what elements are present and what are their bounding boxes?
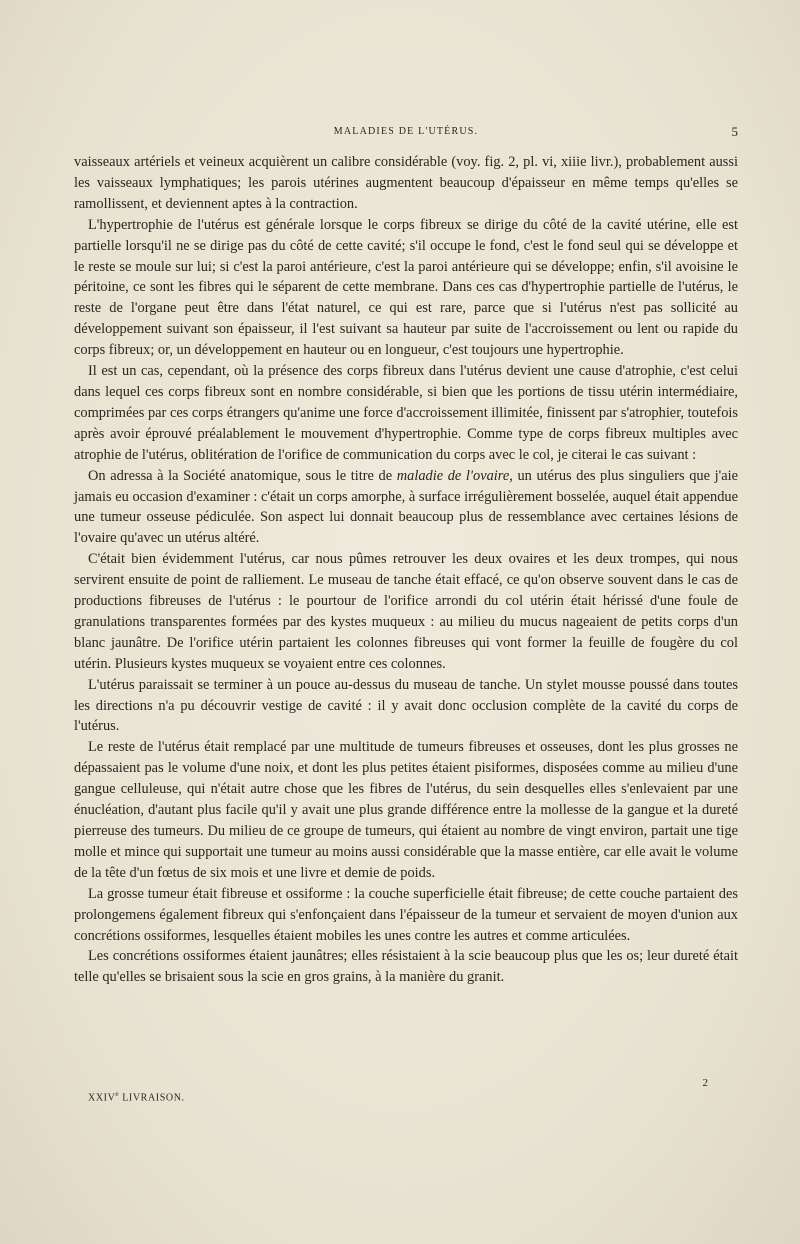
page-footer — [88, 1077, 738, 1107]
livraison-sup: e — [115, 1090, 120, 1098]
page-header — [74, 126, 738, 142]
body-text — [74, 152, 738, 988]
paragraph: Il est un cas, cependant, où la présence des corps fibreux dans l'utérus devient une cause d'atrophie, c'est celui dans lequel ces corps fibreux sont en nombre considérable, si bien que les portions de tissu utérin intermédiaire, comprimées par ces corps étrangers qu'anime une force d'accroissement illimitée, finissent par s'atrophier, toutefois après avoir éprouvé préalablement le mouvement d'hypertrophie. Comme type de corps fibreux multiples avec atrophie de l'utérus, oblitération de l'orifice de communication du corps avec le col, je citerai le cas suivant : — [74, 363, 738, 463]
paragraph: Les concrétions ossiformes étaient jaunâtres; elles résistaient à la scie beaucoup plus que les os; leur dureté était telle qu'elles se brisaient sous la scie en gros grains, à la manière du granit. — [74, 948, 738, 986]
paragraph: L'hypertrophie de l'utérus est générale lorsque le corps fibreux se dirige du côté de la cavité utérine, elle est partielle lorsqu'il ne se dirige pas du côté de cette cavité; s'il occupe le fond, c'est le fond seul qui se développe et le reste se moule sur lui; si c'est la paroi antérieure, c'est la paroi antérieure qui se développe; enfin, s'il avoisine le péritoine, ce sont les fibres qui le séparent de cette membrane. Dans ces cas d'hypertrophie partielle de l'utérus, le reste de l'organe peut être dans l'état naturel, ce qui est rare, parce que si l'utérus n'est pas sollicité au développement suivant son épaisseur, il l'est suivant sa hauteur par suite de l'accroissement ou lent ou rapide du corps fibreux; or, un développement en hauteur ou en longueur, c'est toujours une hypertrophie. — [74, 216, 738, 359]
paragraph-text: On adressa à la Société anatomique, sous le titre de — [88, 467, 397, 484]
paragraph-text: , un utérus des plus singuliers que j'aie jamais eu occasion d'examiner : c'était un corps amorphe, à surface irrégulièrement bosselée, auquel était appendue une tumeur osseuse pédiculée. Son aspect lui donnait beaucoup plus de ressemblance avec certaines lésions de l'ovaire qu'avec un utérus altéré. — [74, 467, 738, 547]
running-head: MALADIES DE L'UTÉRUS. — [333, 126, 479, 137]
page-number: 5 — [731, 124, 738, 139]
livraison-number: XXIV — [88, 1092, 116, 1104]
paragraph — [74, 466, 738, 550]
italic-title: maladie de l'ovaire — [396, 467, 510, 484]
signature-mark: 2 — [702, 1077, 708, 1089]
paragraph: L'utérus paraissait se terminer à un pouce au-dessus du museau de tanche. Un stylet mousse poussé dans toutes les directions n'a pu découvrir vestige de cavité : il y avait donc occlusion complète de la cavité du corps de l'utérus. — [74, 676, 738, 735]
paragraph: C'était bien évidemment l'utérus, car nous pûmes retrouver les deux ovaires et les deux trompes, qui nous servirent ensuite de point de ralliement. Le museau de tanche était effacé, ce qu'on observe souvent dans le cas de productions fibreuses de l'utérus : le pourtour de l'orifice arrondi du col utérin était hérissé d'une foule de granulations transparentes formées par des kystes muqueux : au milieu du mucus nageaient de petits corps d'un blanc jaunâtre. De l'orifice utérin partaient les colonnes fibreuses qui vont former la feuille de fougère du col utérin. Plusieurs kystes muqueux se voyaient entre ces colonnes. — [74, 551, 738, 672]
livraison-label — [88, 1090, 185, 1103]
paragraph: vaisseaux artériels et veineux acquièrent un calibre considérable (voy. fig. 2, pl. vi, xiiie livr.), probablement aussi les vaisseaux lymphatiques; les parois utérines augmentent beaucoup d'épaisseur en même temps qu'elles se ramollissent, et deviennent aptes à la contraction. — [74, 154, 738, 212]
livraison-word: LIVRAISON. — [119, 1092, 185, 1104]
paragraph: La grosse tumeur était fibreuse et ossiforme : la couche superficielle était fibreuse; de cette couche partaient des prolongemens également fibreux qui s'enfonçaient dans l'épaisseur de la tumeur et servaient de moyen d'union aux concrétions ossiformes, lesquelles étaient mobiles les unes contre les autres et comme articulées. — [74, 885, 738, 944]
paragraph: Le reste de l'utérus était remplacé par une multitude de tumeurs fibreuses et osseuses, dont les plus grosses ne dépassaient pas le volume d'une noix, et dont les plus petites étaient pisiformes, disposées comme au milieu d'une gangue celluleuse, qui n'était autre chose que les fibres de l'utérus, du sein desquelles elles s'enlevaient par une énucléation, d'autant plus facile qu'il y avait une plus grande différence entre la mollesse de la gangue et la dureté pierreuse des tumeurs. Du milieu de ce groupe de tumeurs, qui étaient au nombre de vingt environ, partait une tige molle et mince qui supportait une tumeur au moins aussi considérable que la masse entière, car elle avait le volume de la tête d'un fœtus de six mois et une livre et demie de poids. — [74, 739, 738, 881]
